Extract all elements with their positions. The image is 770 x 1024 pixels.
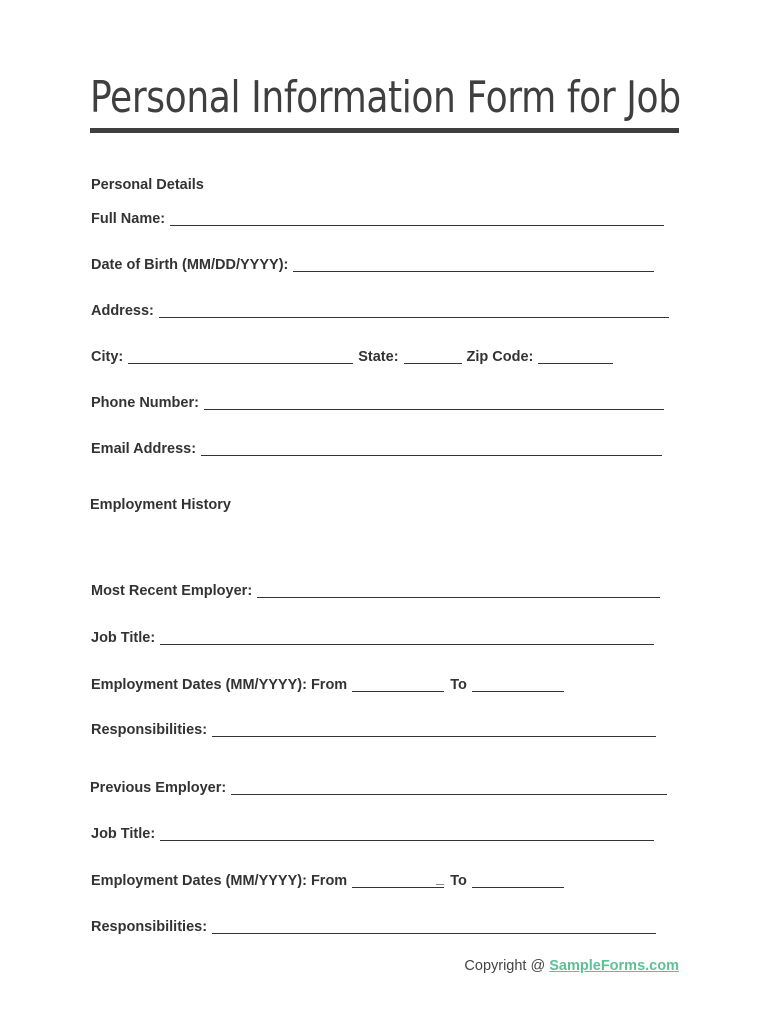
phone-number-field[interactable] bbox=[204, 409, 664, 410]
recent-employer-row bbox=[91, 580, 660, 600]
address-label: Address: bbox=[91, 303, 154, 319]
recent-employer-field[interactable] bbox=[257, 597, 660, 598]
email-address-field[interactable] bbox=[201, 455, 662, 456]
date-of-birth-label: Date of Birth (MM/DD/YYYY): bbox=[91, 257, 289, 273]
previous-employer-field[interactable] bbox=[231, 794, 667, 795]
page-title: Personal Information Form for Job bbox=[90, 72, 681, 123]
employment-dates-from-label-2: Employment Dates (MM/YYYY): From bbox=[91, 873, 348, 889]
city-field[interactable] bbox=[128, 363, 353, 364]
city-state-zip-row bbox=[91, 346, 613, 366]
address-row bbox=[91, 300, 669, 320]
brand-link[interactable]: SampleForms.com bbox=[549, 958, 679, 974]
responsibilities-field-2[interactable] bbox=[212, 933, 656, 934]
job-title-label-1: Job Title: bbox=[91, 630, 156, 646]
full-name-label: Full Name: bbox=[91, 211, 166, 227]
zip-code-field[interactable] bbox=[538, 363, 613, 364]
employment-dates-to-label-2: To bbox=[450, 873, 467, 889]
responsibilities-label-1: Responsibilities: bbox=[91, 722, 208, 738]
city-label: City: bbox=[91, 349, 124, 365]
footer-copyright bbox=[464, 958, 679, 974]
previous-employer-row bbox=[90, 777, 667, 797]
responsibilities-label-2: Responsibilities: bbox=[91, 919, 208, 935]
email-address-label: Email Address: bbox=[91, 441, 197, 457]
job-title-label-2: Job Title: bbox=[91, 826, 156, 842]
title-divider bbox=[90, 128, 679, 133]
employment-to-field-1[interactable] bbox=[472, 691, 564, 692]
responsibilities-field-1[interactable] bbox=[212, 736, 656, 737]
employment-dates-row-1 bbox=[91, 674, 564, 694]
responsibilities-row-1 bbox=[91, 719, 656, 739]
zip-code-label: Zip Code: bbox=[466, 349, 534, 365]
phone-number-label: Phone Number: bbox=[91, 395, 199, 411]
address-field[interactable] bbox=[159, 317, 669, 318]
section-heading-employment-history: Employment History bbox=[90, 497, 231, 513]
state-label: State: bbox=[358, 349, 399, 365]
state-field[interactable] bbox=[404, 363, 462, 364]
job-title-row-1 bbox=[91, 627, 654, 647]
date-of-birth-field[interactable] bbox=[293, 271, 654, 272]
recent-employer-label: Most Recent Employer: bbox=[91, 583, 253, 599]
job-title-field-1[interactable] bbox=[160, 644, 654, 645]
copyright-text: Copyright @ bbox=[464, 958, 546, 974]
employment-dates-row-2 bbox=[91, 870, 564, 890]
email-address-row bbox=[91, 438, 662, 458]
employment-to-field-2[interactable] bbox=[472, 887, 564, 888]
job-title-field-2[interactable] bbox=[160, 840, 654, 841]
previous-employer-label: Previous Employer: bbox=[90, 780, 227, 796]
full-name-field[interactable] bbox=[170, 225, 664, 226]
date-of-birth-row bbox=[91, 254, 654, 274]
employment-from-field-2[interactable]: _ bbox=[352, 871, 444, 888]
employment-dates-from-label-1: Employment Dates (MM/YYYY): From bbox=[91, 677, 348, 693]
employment-dates-to-label-1: To bbox=[450, 677, 467, 693]
full-name-row bbox=[91, 208, 664, 228]
employment-from-field-1[interactable] bbox=[352, 691, 444, 692]
responsibilities-row-2 bbox=[91, 916, 656, 936]
section-heading-personal-details: Personal Details bbox=[91, 177, 204, 193]
phone-number-row bbox=[91, 392, 664, 412]
job-title-row-2 bbox=[91, 823, 654, 843]
